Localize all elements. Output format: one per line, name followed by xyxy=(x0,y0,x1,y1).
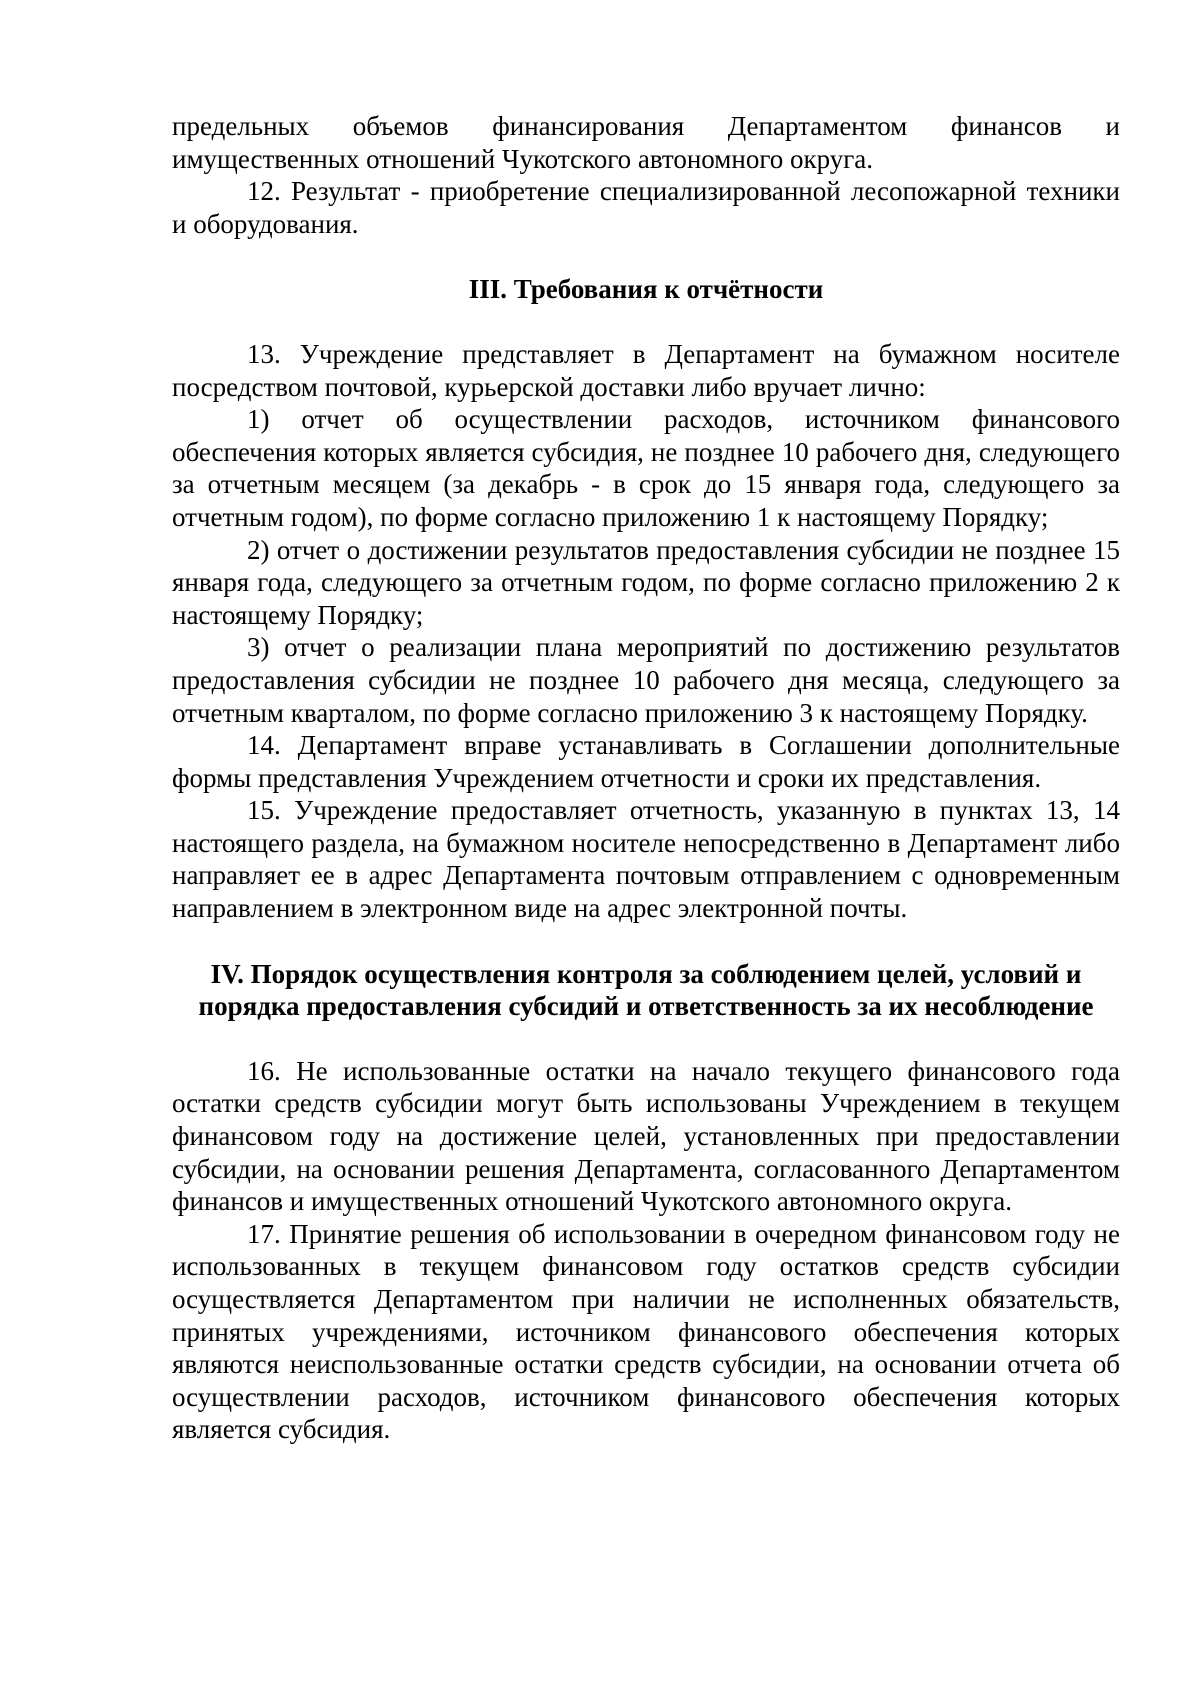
paragraph-17: 17. Принятие решения об использовании в очередном финансовом году не использованных в текущем финансовом году остатков средств субсидии осуществляется Департаментом при наличии не исполненных обязательств, принятых учреждениями, источником финансового обеспечения которых являются неиспользованные остатки средств субсидии, на основании отчета об осуществлении расходов, источником финансового обеспечения которых является субсидия. xyxy=(172,1218,1120,1445)
paragraph-16: 16. Не использованные остатки на начало текущего финансового года остатки средств субсидии могут быть использованы Учреждением в текущем финансовом году на достижение целей, установленных при предоставлении субсидии, на основании решения Департамента, согласованного Департаментом финансов и имущественных отношений Чукотского автономного округа. xyxy=(172,1055,1120,1217)
section-3-heading: III. Требования к отчётности xyxy=(468,274,824,305)
paragraph-15: 15. Учреждение предоставляет отчетность, указанную в пунктах 13, 14 настоящего раздела, на бумажном носителе непосредственно в Департамент либо направляет ее в адрес Департамента почтовым отправлением с одновременным направлением в электронном виде на адрес электронной почты. xyxy=(172,795,1120,924)
spacer xyxy=(172,306,1120,338)
section-4-heading-line-1: IV. Порядок осуществления контроля за соблюдением целей, условий и xyxy=(210,958,1082,989)
paragraph-13-item-2: 2) отчет о достижении результатов предоставления субсидии не позднее 15 января года, следующего за отчетным годом, по форме согласно приложению 2 к настоящему Порядку; xyxy=(172,534,1120,630)
spacer xyxy=(172,925,1120,958)
spacer xyxy=(172,1023,1120,1055)
paragraph-13-item-3: 3) отчет о реализации плана мероприятий по достижению результатов предоставления субсидии не позднее 10 рабочего дня месяца, следующего за отчетным кварталом, по форме согласно приложению 3 к настоящему Порядку. xyxy=(172,632,1120,728)
section-4-heading-line-2: порядка предоставления субсидий и ответственность за их несоблюдение xyxy=(198,991,1094,1022)
paragraph-13-item-1: 1) отчет об осуществлении расходов, источником финансового обеспечения которых является субсидия, не позднее 10 рабочего дня, следующего за отчетным месяцем (за декабрь - в срок до 15 января года, следующего за отчетным годом), по форме согласно приложению 1 к настоящему Порядку; xyxy=(172,404,1120,532)
paragraph-continuation: предельных объемов финансирования Департаментом финансов и имущественных отношений Чукотского автономного округа. xyxy=(172,111,1120,174)
paragraph-13: 13. Учреждение представляет в Департамент на бумажном носителе посредством почтовой, курьерской доставки либо вручает лично: xyxy=(172,338,1120,402)
paragraph-14: 14. Департамент вправе устанавливать в Соглашении дополнительные формы представления Учреждением отчетности и сроки их представления. xyxy=(172,730,1120,793)
spacer xyxy=(172,240,1120,273)
document-page xyxy=(172,110,1120,1446)
paragraph-12: 12. Результат - приобретение специализированной лесопожарной техники и оборудования. xyxy=(172,176,1120,239)
